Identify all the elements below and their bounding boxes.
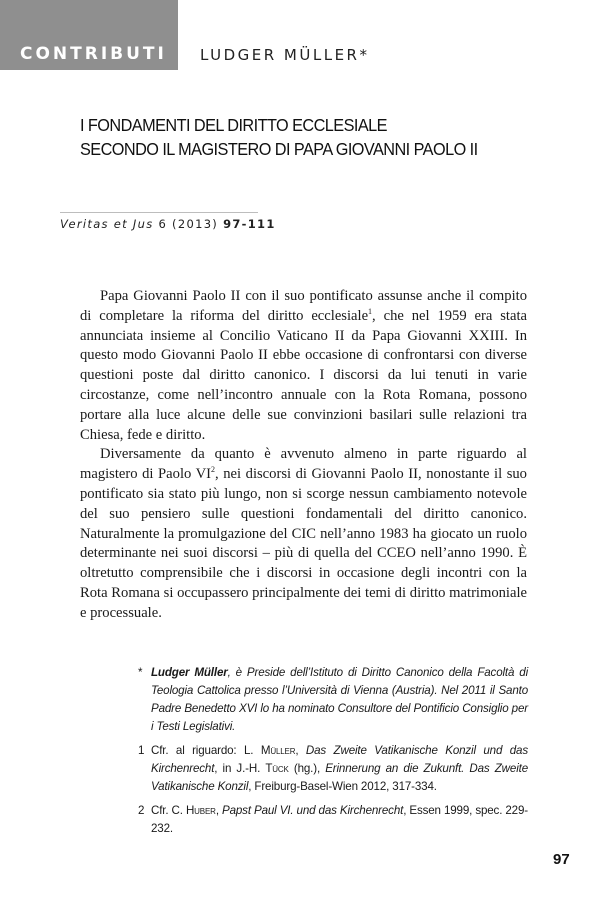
footnote-mark-1: 1 (138, 744, 145, 757)
footnote-author (138, 664, 528, 736)
footnote-2-lead: Cfr. C. (151, 804, 186, 817)
footnote-1: 1 Cfr. al riguardo: L. Müller, Das Zweite Vatikanische Konzil und das Kirchenrecht, in J.-H. Tück (hg.), Erinnerung an die Zukunft. Das Zweite Vatikanische Konzil, Freiburg-Basel-Wien 2012, 317-334. (138, 744, 528, 793)
footnote-ref-2: 2 (211, 465, 216, 475)
footnote-2-tail: , Essen 1999, spec. 229-232. (151, 804, 528, 835)
footnote-2-title: Papst Paul VI. und das Kirchenrecht (222, 804, 404, 817)
footnote-1-author2: Tück (265, 762, 289, 775)
footnote-1-title2: Erinnerung an die Zukunft. Das Zweite Vatikanische Konzil (151, 762, 528, 793)
running-author: LUDGER MÜLLER* (200, 46, 370, 64)
paragraph-1 (80, 287, 527, 445)
title-line-2: SECONDO IL MAGISTERO DI PAPA GIOVANNI PAOLO II (80, 139, 478, 159)
footnote-author-text: , è Preside dell’Istituto di Diritto Canonico della Facoltà di Teologia Cattolica presso l’Università di Vienna (Austria). Nel 2011 il Santo Padre Benedetto XVI lo ha nominato Consultore del Pontificio Consiglio per i Testi Legislativi. (151, 666, 528, 733)
paragraph-2-text-b: , nei discorsi di Giovanni Paolo II, nonostante il suo pontificato sia stato più lungo, non si scorge nessun cambiamento notevole del suo pensiero sulle questioni fondamentali del diritto canonico. Naturalmente la promulgazione del CIC nell’anno 1983 ha giocato un ruolo determinante nei suoi discorsi – più di quella del CCEO nell’anno 1990. È oltretutto comprensibile che i discorsi in occasione degli incontri con la Rota Romana si occupassero principalmente dei temi di diritto matrimoniale e processuale. (80, 466, 527, 621)
journal-citation (60, 217, 276, 231)
article-title (80, 113, 478, 161)
footnote-ref-1: 1 (368, 306, 373, 316)
citation-divider (60, 212, 258, 213)
section-label: CONTRIBUTI (20, 44, 167, 64)
body-text (80, 287, 527, 624)
footnote-mark-2: 2 (138, 804, 145, 817)
page-number: 97 (553, 851, 570, 868)
footnote-1-editor: (hg.), (288, 762, 326, 775)
footnote-mark-star: * (138, 666, 143, 679)
footnote-author-name: Ludger Müller (151, 666, 228, 679)
journal-pages: 97-111 (223, 217, 276, 231)
journal-issue: 6 (2013) (158, 217, 219, 231)
paragraph-2-text-a: Diversamente da quanto è avvenuto almeno in parte riguardo al magistero di Paolo VI (80, 446, 527, 483)
footnote-2-author: Huber (185, 804, 216, 817)
journal-name: Veritas et Jus (60, 217, 154, 231)
title-line-1: I FONDAMENTI DEL DIRITTO ECCLESIALE (80, 115, 387, 135)
footnotes (138, 664, 528, 844)
footnote-1-author1: Müller (260, 744, 296, 757)
paragraph-2 (80, 445, 527, 623)
footnote-1-lead: Cfr. al riguardo: L. (151, 744, 261, 757)
footnote-1-mid: , in J.-H. (214, 762, 266, 775)
footnote-1-tail: , Freiburg-Basel-Wien 2012, 317-334. (248, 780, 437, 793)
paragraph-1-text-b: , che nel 1959 era stata annunciata insieme al Concilio Vaticano II da Papa Giovanni XXIII. In questo modo Giovanni Paolo II ebbe occasione di confrontarsi con diverse questioni poste dal diritto canonico. I discorsi da lui tenuti in varie circostanze, come nell’incontro annuale con la Rota Romana, possono portare alla luce alcune delle sue convinzioni basilari sulle relazioni tra Chiesa, fede e diritto. (80, 307, 527, 443)
paragraph-1-text-a: Papa Giovanni Paolo II con il suo pontificato assunse anche il compito di completare la riforma del diritto ecclesiale (80, 288, 527, 324)
footnote-1-title1: Das Zweite Vatikanische Konzil und das Kirchenrecht (151, 744, 528, 775)
footnote-2: 2 Cfr. C. Huber, Papst Paul VI. und das Kirchenrecht, Essen 1999, spec. 229-232. (138, 804, 528, 835)
